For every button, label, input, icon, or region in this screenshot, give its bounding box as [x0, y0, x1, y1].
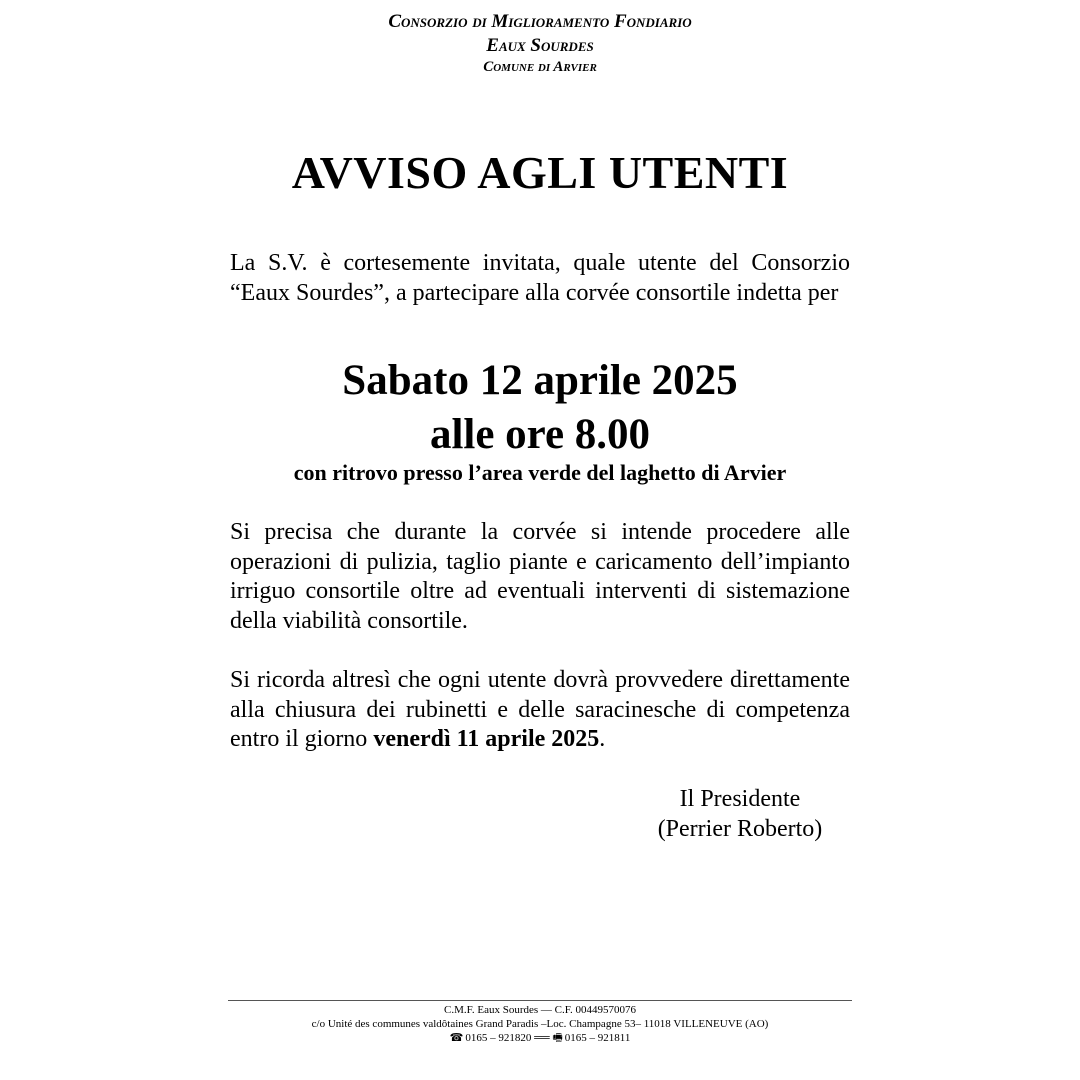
fax-icon: 🖷 [552, 1032, 563, 1044]
works-paragraph: Si precisa che durante la corvée si intende procedere alle operazioni di pulizia, taglio piante e caricamento dell’impianto irriguo consortile oltre ad eventuali interventi di sistemazione della viabilità consortile. [230, 519, 850, 634]
footer-contacts [0, 1031, 1080, 1045]
signature-name: (Perrier Roberto) [657, 815, 823, 842]
footer-address: c/o Unité des communes valdôtaines Grand Paradis –Loc. Champagne 53– 11018 VILLENEUVE (AO) [311, 1018, 769, 1030]
event-date: Sabato 12 aprile 2025 [342, 357, 738, 404]
signature-role: Il Presidente [679, 786, 801, 812]
signature-block [630, 785, 850, 844]
letterhead-consortium-name: Consorzio di Miglioramento Fondiario [388, 11, 692, 32]
meeting-point: con ritrovo presso l’area verde del laghetto di Arvier [293, 460, 787, 485]
letterhead-municipality: Comune di Arvier [483, 58, 597, 75]
footer [0, 1003, 1080, 1045]
phone-icon: ☎ [449, 1032, 464, 1044]
reminder-text: Si ricorda altresì che ogni utente dovrà provvedere direttamente alla chiusura dei rubinetti e delle saracinesche di competenza entro il giorno [230, 667, 850, 752]
footer-separator: ══ [534, 1032, 553, 1044]
reminder-end: . [599, 726, 606, 752]
notice-title: AVVISO AGLI UTENTI [291, 147, 789, 198]
footer-divider [228, 1000, 852, 1001]
reminder-deadline: venerdì 11 aprile 2025 [373, 726, 600, 752]
event-time: alle ore 8.00 [429, 411, 651, 458]
reminder-paragraph [230, 666, 850, 755]
intro-paragraph: La S.V. è cortesemente invitata, quale utente del Consorzio “Eaux Sourdes”, a partecipare alla corvée consortile indetta per [230, 250, 850, 306]
letterhead [0, 10, 1080, 76]
footer-registration: C.M.F. Eaux Sourdes — C.F. 00449570076 [444, 1004, 636, 1016]
footer-phone: 0165 – 921820 [465, 1032, 532, 1044]
letterhead-consortium-subtitle: Eaux Sourdes [486, 34, 594, 56]
footer-fax: 0165 – 921811 [564, 1032, 631, 1044]
